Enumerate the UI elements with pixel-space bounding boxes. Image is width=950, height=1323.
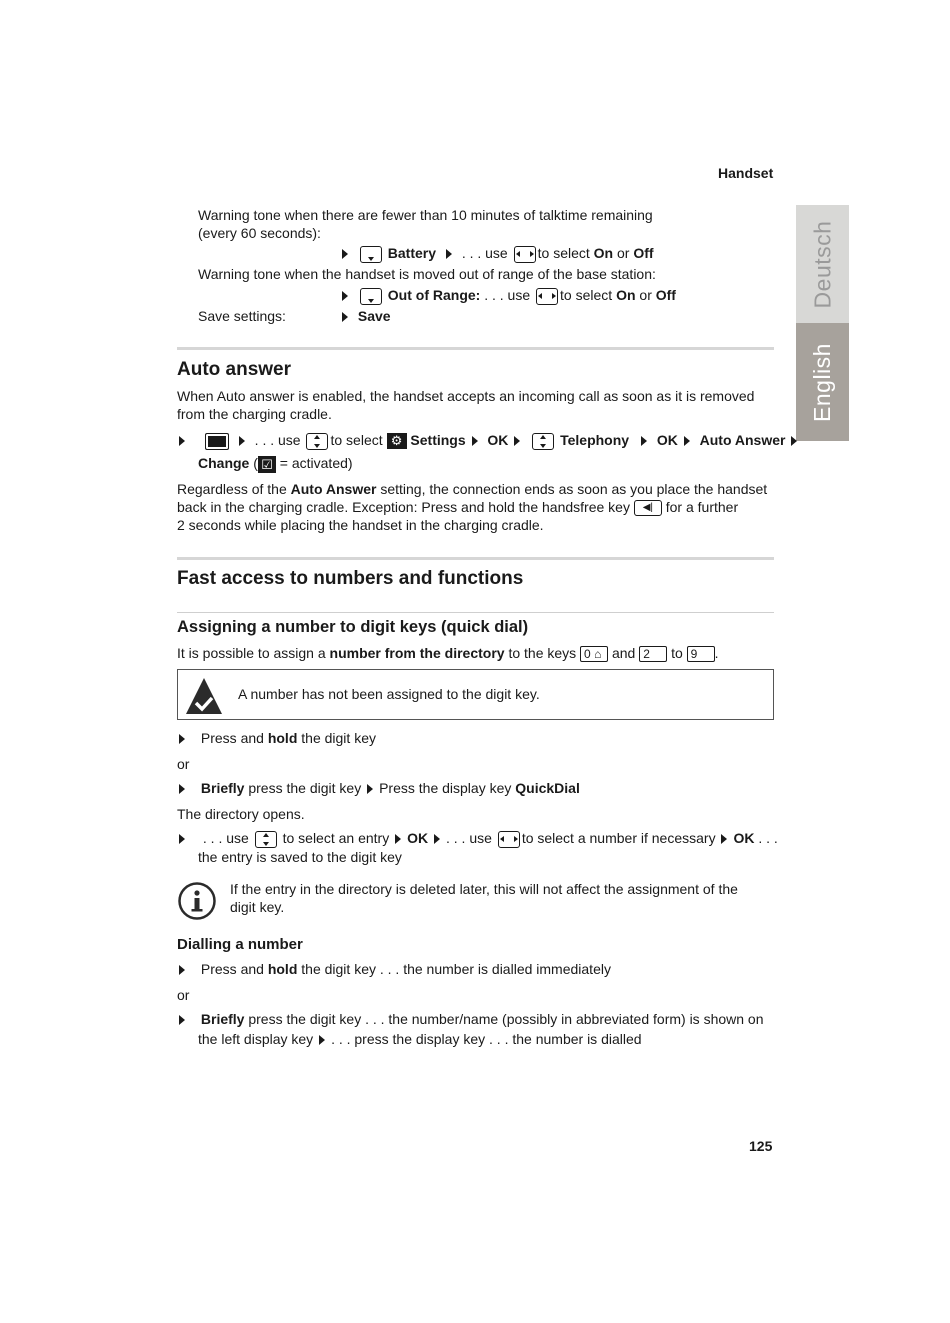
telephony-label: Telephony: [560, 432, 630, 448]
on-option: On: [616, 287, 636, 303]
display-key-icon: [360, 246, 382, 263]
save-settings-label: Save settings:: [198, 308, 286, 324]
dialling-heading: Dialling a number: [177, 936, 303, 953]
step-arrow-icon: [434, 834, 440, 844]
step-arrow-icon: [367, 784, 373, 794]
tab-deutsch[interactable]: [796, 205, 849, 323]
step2-text-b: press the digit key: [244, 780, 362, 796]
change-line: Change ( ☑ = activated): [198, 455, 353, 472]
step-arrow-icon: [179, 834, 185, 844]
note-box: [177, 669, 774, 720]
fast-access-heading: Fast access to numbers and functions: [177, 568, 524, 589]
control-key-icon: [536, 288, 558, 305]
off-option: Off: [655, 287, 676, 303]
digit-key-0: 0 ⌂: [580, 646, 608, 662]
step-arrow-icon: [514, 436, 520, 446]
or-text: or: [177, 987, 190, 1003]
step-arrow-icon: [791, 436, 797, 446]
p2-text-a: back in the charging cradle. Exception: Press and hold the handsfree key: [177, 499, 630, 515]
warning-line3: Warning tone when the handset is moved out of range of the base station:: [198, 266, 656, 282]
step-arrow-icon: [239, 436, 245, 446]
step-arrow-icon: [684, 436, 690, 446]
step3-text-c: . . . use: [446, 830, 492, 846]
off-option: Off: [633, 245, 654, 261]
dial-step1-b: hold: [267, 961, 298, 977]
menu-key-icon: [205, 433, 229, 450]
activated-text: = activated): [279, 455, 353, 471]
to-text: to: [671, 645, 683, 661]
info-line2: digit key.: [230, 899, 285, 915]
to-select-text: to select: [330, 432, 383, 448]
auto-answer-p1: [177, 480, 767, 498]
settings-label: Settings: [410, 432, 466, 448]
step1-text-b: hold: [267, 730, 298, 746]
digit-key-2-label: 2: [643, 647, 650, 662]
tab-deutsch-label: Deutsch: [809, 220, 835, 308]
quick-dial-intro: It is possible to assign a number from the directory to the keys 0 ⌂ and 2 to 9 .: [177, 645, 719, 662]
ok-label: OK: [733, 830, 755, 846]
running-header: Handset: [718, 165, 774, 181]
info-icon: [177, 881, 217, 921]
checkbox-checked-icon: ☑: [258, 456, 276, 473]
gear-icon: ⚙: [387, 433, 407, 449]
auto-answer-p3: 2 seconds while placing the handset in the charging cradle.: [177, 517, 544, 533]
tab-english[interactable]: [796, 323, 849, 441]
quickdial-label: QuickDial: [515, 780, 580, 796]
digit-key-9-label: 9: [690, 647, 698, 662]
out-of-range-step: [340, 286, 676, 305]
or-text: or: [617, 245, 630, 261]
dial-step2-a: Briefly: [200, 1011, 245, 1027]
step2-text-a: Briefly: [200, 780, 245, 796]
step-arrow-icon: [395, 834, 401, 844]
use-text: . . . use: [461, 245, 508, 261]
warning-line2: (every 60 seconds):: [198, 225, 321, 241]
tab-english-label: English: [809, 342, 835, 422]
control-key-icon: [514, 246, 536, 263]
control-key-icon: [532, 433, 554, 450]
step-arrow-icon: [179, 784, 185, 794]
out-of-range-label: Out of Range:: [387, 287, 481, 303]
digit-key-2: [639, 646, 667, 662]
step-arrow-icon: [342, 249, 348, 259]
or-text: or: [639, 287, 652, 303]
step-arrow-icon: [179, 734, 185, 744]
step-arrow-icon: [641, 436, 647, 446]
auto-answer-intro2: from the charging cradle.: [177, 406, 332, 422]
to-select-text: to select: [560, 287, 613, 303]
step-arrow-icon: [446, 249, 452, 259]
control-key-icon: [498, 831, 520, 848]
page-number: 125: [749, 1138, 773, 1154]
auto-answer-step: [177, 431, 803, 450]
digit-key-0-label: 0: [584, 647, 591, 662]
note-text: A number has not been assigned to the digit key.: [238, 686, 540, 702]
p2-text-b: for a further: [665, 499, 739, 515]
section-divider: [177, 557, 774, 560]
ok-label: OK: [407, 830, 429, 846]
step-arrow-icon: [342, 291, 348, 301]
step-arrow-icon: [179, 965, 185, 975]
quick-dial-heading: Assigning a number to digit keys (quick dial): [177, 618, 529, 636]
change-label: Change: [198, 455, 250, 471]
dial-step2-cont: [198, 1030, 642, 1048]
auto-answer-p2: [177, 498, 738, 516]
step3-text-b: to select an entry: [282, 830, 390, 846]
qd-step2: [177, 779, 580, 797]
auto-answer-intro1: When Auto answer is enabled, the handset accepts an incoming call as soon as it is removed: [177, 388, 755, 404]
step-arrow-icon: [721, 834, 727, 844]
intro-text-c: to the keys: [504, 645, 577, 661]
or-text: or: [177, 756, 190, 772]
save-label: Save: [357, 308, 391, 324]
on-option: On: [593, 245, 614, 261]
step-arrow-icon: [472, 436, 478, 446]
battery-step: [340, 244, 654, 263]
dial-step2-c: the left display key: [198, 1031, 314, 1047]
digit-key-9: [687, 646, 715, 662]
p1-text-c: setting, the connection ends as soon as you place the handset: [376, 481, 768, 497]
qd-step1: [177, 729, 376, 747]
dial-step2: [177, 1010, 764, 1028]
step-arrow-icon: [179, 1015, 185, 1025]
ok-label: OK: [656, 432, 678, 448]
intro-text-b: number from the directory: [329, 645, 505, 661]
auto-answer-label: Auto Answer: [699, 432, 786, 448]
step2-text-c: Press the display key: [379, 780, 516, 796]
step1-text-c: the digit key: [297, 730, 376, 746]
dial-step1: [177, 960, 611, 978]
ok-label: OK: [487, 432, 509, 448]
save-step: [340, 307, 391, 325]
step3-text-d: to select a number if necessary: [521, 830, 716, 846]
qd-step3: [177, 829, 778, 848]
dial-step1-a: Press and: [200, 961, 268, 977]
directory-opens: The directory opens.: [177, 806, 305, 822]
use-text: . . . use: [254, 432, 301, 448]
ellipsis-text: . . .: [758, 830, 778, 846]
warning-line1: Warning tone when there are fewer than 10 minutes of talktime remaining: [198, 207, 653, 223]
subsection-divider: [177, 612, 774, 613]
to-select-text: to select: [537, 245, 590, 261]
auto-answer-heading: Auto answer: [177, 359, 292, 380]
qd-step3-cont: the entry is saved to the digit key: [198, 849, 402, 865]
checkmark-note-icon: [184, 676, 224, 716]
dial-step2-d: . . . press the display key . . . the number is dialled: [331, 1031, 642, 1047]
dial-step2-b: press the digit key . . . the number/name (possibly in abbreviated form) is shown on: [244, 1011, 764, 1027]
battery-label: Battery: [387, 245, 437, 261]
step1-text-a: Press and: [200, 730, 268, 746]
step-arrow-icon: [342, 312, 348, 322]
use-text: . . . use: [484, 287, 531, 303]
control-key-icon: [306, 433, 328, 450]
info-line1: If the entry in the directory is deleted later, this will not affect the assignment of the: [230, 881, 738, 897]
p1-text-b: Auto Answer: [290, 481, 377, 497]
control-key-icon: [255, 831, 277, 848]
intro-text-a: It is possible to assign a: [177, 645, 330, 661]
step-arrow-icon: [319, 1035, 325, 1045]
display-key-icon: [360, 288, 382, 305]
dial-step1-c: the digit key . . . the number is dialled immediately: [297, 961, 611, 977]
step3-text-a: . . . use: [202, 830, 249, 846]
handsfree-key-icon: ◀|: [634, 500, 662, 516]
section-divider: [177, 347, 774, 350]
step-arrow-icon: [179, 436, 185, 446]
and-text: and: [611, 645, 636, 661]
p1-text-a: Regardless of the: [177, 481, 291, 497]
